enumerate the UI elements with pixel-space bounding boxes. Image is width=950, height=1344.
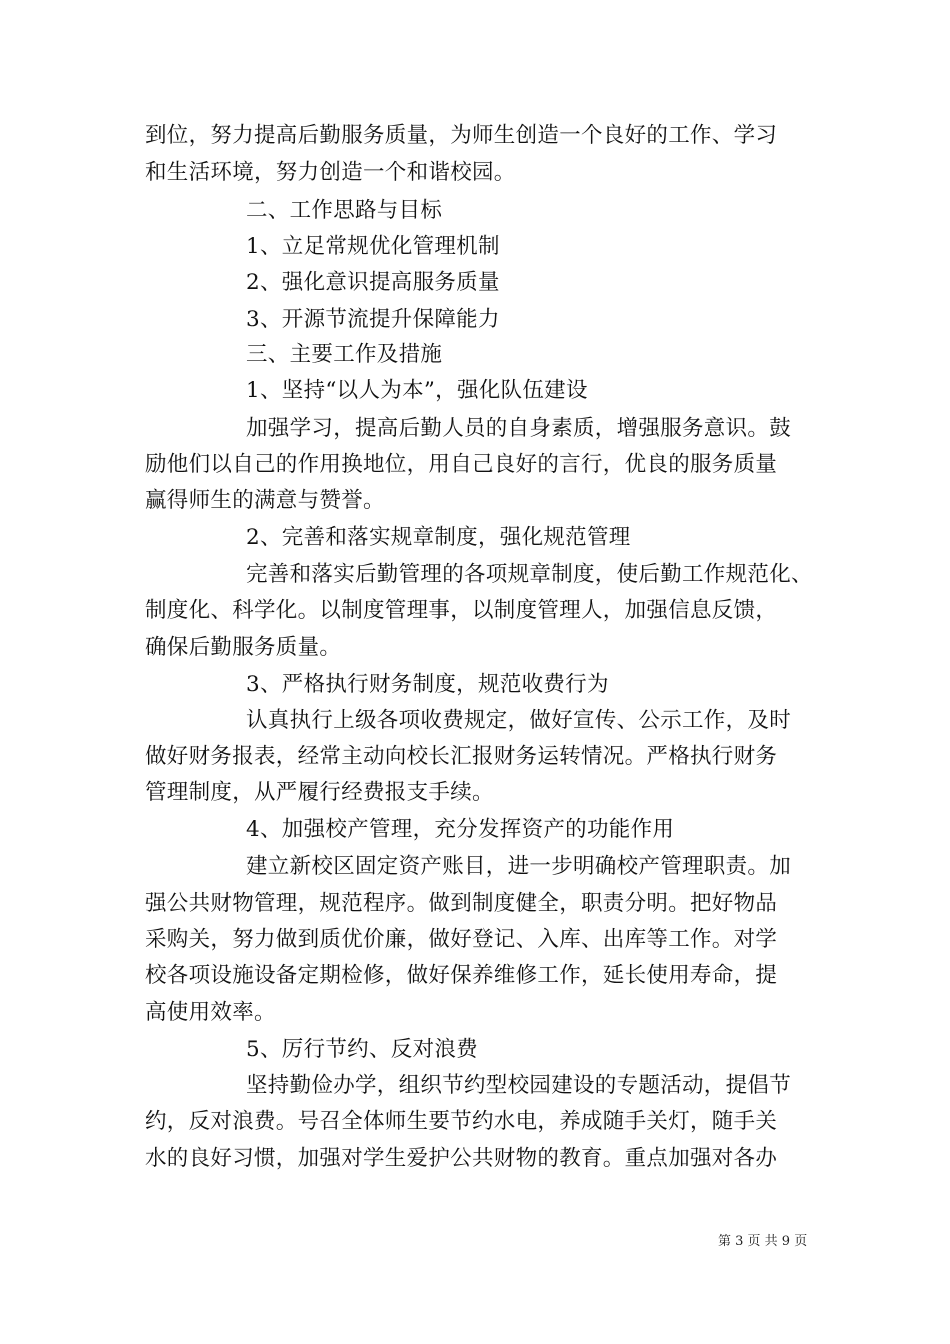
body-text-line: 校各项设施设备定期检修，做好保养维修工作，延长使用寿命，提 xyxy=(145,963,778,988)
body-text-line: 加强学习，提高后勤人员的自身素质，增强服务意识。鼓 xyxy=(246,416,792,441)
body-text-line: 赢得师生的满意与赞誉。 xyxy=(145,488,385,513)
list-item: 1、立足常规优化管理机制 xyxy=(246,234,500,259)
body-text-line: 制度化、科学化。以制度管理事，以制度管理人，加强信息反馈， xyxy=(145,598,778,623)
body-text-line: 坚持勤俭办学，组织节约型校园建设的专题活动，提倡节 xyxy=(246,1073,792,1098)
body-text-line: 励他们以自己的作用换地位，用自己良好的言行，优良的服务质量 xyxy=(145,452,778,477)
body-text-line: 和生活环境，努力创造一个和谐校园。 xyxy=(145,160,516,185)
list-item: 3、开源节流提升保障能力 xyxy=(246,307,500,332)
page-number-footer: 第 3 页 共 9 页 xyxy=(718,1234,808,1249)
body-text-line: 认真执行上级各项收费规定，做好宣传、公示工作，及时 xyxy=(246,708,792,733)
body-text-line: 到位，努力提高后勤服务质量，为师生创造一个良好的工作、学习 xyxy=(145,123,778,148)
body-text-line: 约，反对浪费。号召全体师生要节约水电，养成随手关灯，随手关 xyxy=(145,1109,778,1134)
subsection-heading: 4、加强校产管理，充分发挥资产的功能作用 xyxy=(246,817,675,842)
subsection-heading: 1、坚持“以人为本”，强化队伍建设 xyxy=(246,378,588,403)
body-text-line: 做好财务报表，经常主动向校长汇报财务运转情况。严格执行财务 xyxy=(145,744,778,769)
body-text-line: 强公共财物管理，规范程序。做到制度健全，职责分明。把好物品 xyxy=(145,891,778,916)
body-text-line: 确保后勤服务质量。 xyxy=(145,635,342,660)
subsection-heading: 3、严格执行财务制度，规范收费行为 xyxy=(246,672,609,697)
body-text-line: 管理制度，从严履行经费报支手续。 xyxy=(145,780,494,805)
subsection-heading: 2、完善和落实规章制度，强化规范管理 xyxy=(246,525,631,550)
body-text-line: 高使用效率。 xyxy=(145,1000,276,1025)
section-heading: 二、工作思路与目标 xyxy=(246,198,443,223)
body-text-line: 采购关，努力做到质优价廉，做好登记、入库、出库等工作。对学 xyxy=(145,927,778,952)
list-item: 2、强化意识提高服务质量 xyxy=(246,270,500,295)
body-text-line: 水的良好习惯，加强对学生爱护公共财物的教育。重点加强对各办 xyxy=(145,1146,778,1171)
body-text-line: 建立新校区固定资产账目，进一步明确校产管理职责。加 xyxy=(246,854,792,879)
body-text-line: 完善和落实后勤管理的各项规章制度，使后勤工作规范化、 xyxy=(246,562,813,587)
subsection-heading: 5、厉行节约、反对浪费 xyxy=(246,1037,478,1062)
section-heading: 三、主要工作及措施 xyxy=(246,342,443,367)
